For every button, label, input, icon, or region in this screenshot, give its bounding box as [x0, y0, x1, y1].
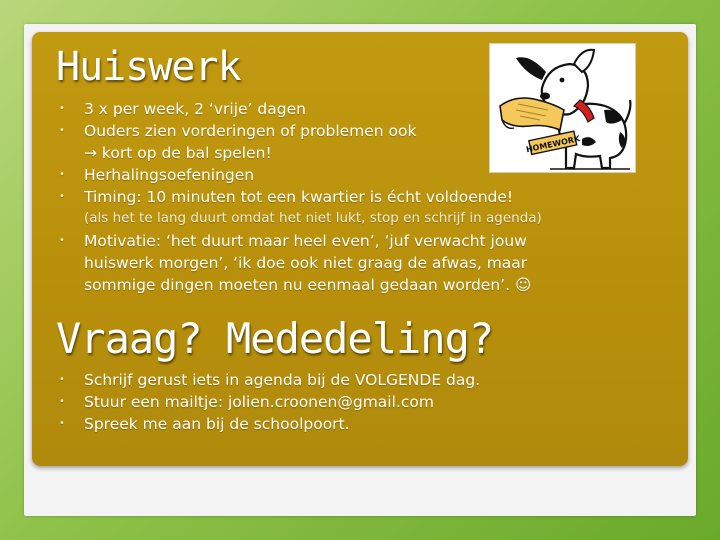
list-item: [58, 164, 658, 186]
item-text: Ouders zien vorderingen of problemen ook: [84, 122, 417, 140]
item-text: Stuur een mailtje: jolien.croonen@gmail.com: [84, 393, 434, 411]
bullet-icon: •: [59, 396, 65, 407]
arrow-icon: →: [84, 144, 97, 162]
item-text-continued: sommige dingen moeten nu eenmaal gedaan worden’. ☺: [84, 276, 532, 294]
list-item: [58, 120, 658, 164]
list-item: [58, 98, 658, 120]
item-text: 3 x per week, 2 ‘vrije’ dagen: [84, 100, 306, 118]
bullet-icon: •: [59, 418, 65, 429]
huiswerk-list: [58, 98, 658, 296]
item-text-continued: kort op de bal spelen!: [97, 144, 272, 162]
title-vraag-mededeling: Vraag? Mededeling?: [56, 314, 494, 363]
bullet-icon: •: [59, 235, 65, 246]
bullet-icon: •: [59, 103, 65, 114]
list-item: [58, 413, 658, 435]
list-item: [58, 369, 658, 391]
homework-tag-text: HOMEWORK: [525, 134, 581, 155]
list-item: [58, 230, 658, 296]
item-text: Spreek me aan bij de schoolpoort.: [84, 415, 350, 433]
vraag-list: [58, 369, 658, 435]
item-text: Motivatie: ‘het duurt maar heel even’, ‘juf verwacht jouw: [84, 232, 527, 250]
timing-note: (als het te lang duurt omdat het niet lukt, stop en schrijf in agenda): [84, 210, 542, 226]
title-huiswerk: Huiswerk: [56, 44, 241, 90]
list-item: [58, 186, 658, 208]
item-text-continued: huiswerk morgen’, ‘ik doe ook niet graag de afwas, maar: [84, 254, 528, 272]
item-text: Schrijf gerust iets in agenda bij de VOLGENDE dag.: [84, 371, 481, 389]
item-text: Timing: 10 minuten tot een kwartier is écht voldoende!: [84, 188, 514, 206]
item-text: Herhalingsoefeningen: [84, 166, 255, 184]
bullet-icon: •: [59, 191, 65, 202]
list-item: [58, 391, 658, 413]
bullet-icon: •: [59, 125, 65, 136]
bullet-icon: •: [59, 169, 65, 180]
bullet-icon: •: [59, 374, 65, 385]
